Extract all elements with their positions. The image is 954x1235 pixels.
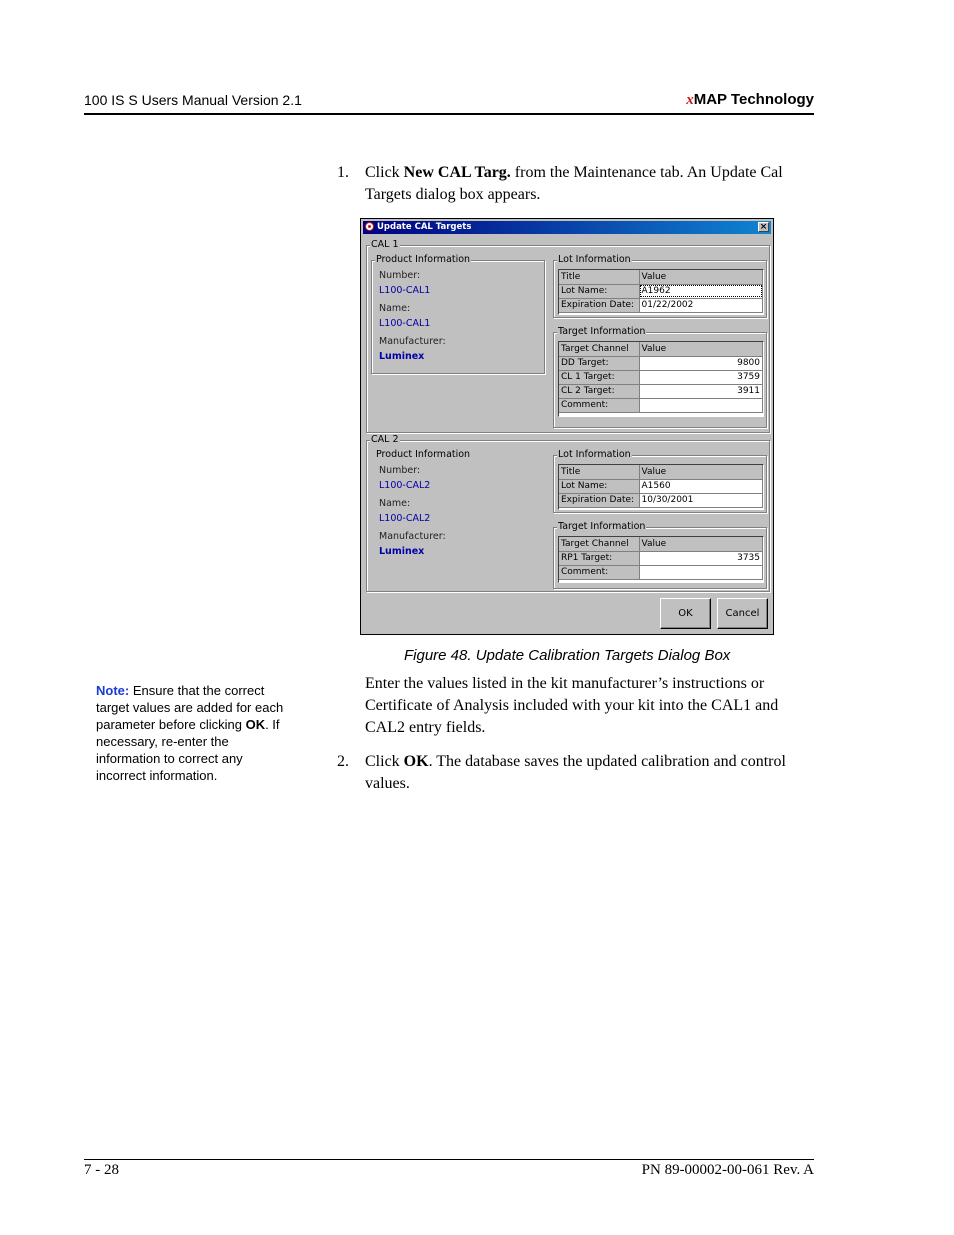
side-note [96,682,296,784]
lot-value-header: Value [639,270,763,284]
cal1-manufacturer-label: Manufacturer: [379,336,446,347]
cal2-manufacturer-value: Luminex [379,546,425,557]
app-icon [365,222,374,231]
target-channel-header: Target Channel [559,342,639,356]
cl2-target-field[interactable]: 3911 [639,384,763,398]
step-2-pre: Click [365,753,404,770]
cl1-target-label: CL 1 Target: [559,370,639,384]
cal1-number-value: L100-CAL1 [379,285,431,296]
dd-target-field[interactable]: 9800 [639,356,763,370]
cal2-lot-info [553,449,767,513]
lot-value-header: Value [639,465,763,479]
page-number: 7 - 28 [84,1162,119,1178]
cal2-manufacturer-label: Manufacturer: [379,531,446,542]
ok-button[interactable]: OK [660,598,711,629]
expiration-date-label: Expiration Date: [559,298,639,312]
note-text-2: . If necessary, re-enter the information to correct any incorrect information. [96,717,280,783]
cal1-target-info [553,326,767,428]
cl1-target-field[interactable]: 3759 [639,370,763,384]
cancel-button[interactable]: Cancel [717,598,768,629]
cal1-lot-name-field[interactable]: A1962 [639,284,763,298]
cal1-manufacturer-value: Luminex [379,351,425,362]
cal1-name-value: L100-CAL1 [379,318,431,329]
step-2 [337,751,807,795]
cal2-product-info-title: Product Information [376,449,471,460]
cal2-number-label: Number: [379,465,421,476]
cal1-number-label: Number: [379,270,421,281]
cal2-group [366,434,770,592]
step-2-text [365,751,807,795]
expiration-date-label: Expiration Date: [559,493,639,507]
cal2-target-info-title: Target Information [558,521,646,532]
cal2-comment-label: Comment: [559,565,639,579]
dd-target-label: DD Target: [559,356,639,370]
step-2-post: . The database saves the updated calibration and control values. [365,753,786,792]
lot-name-label: Lot Name: [559,284,639,298]
close-icon[interactable]: × [759,222,768,232]
cal1-group [366,239,770,433]
cal2-name-value: L100-CAL2 [379,513,431,524]
part-number: PN 89-00002-00-061 Rev. A [641,1162,814,1178]
cal1-product-info [371,254,545,374]
cal1-comment-field[interactable] [639,398,763,412]
lot-title-header: Title [559,270,639,284]
footer-rule [84,1159,814,1160]
lot-name-label: Lot Name: [559,479,639,493]
cal2-lot-info-title: Lot Information [558,449,631,460]
cal2-target-grid [558,536,764,583]
cal1-expiration-date-field[interactable]: 01/22/2002 [639,298,763,312]
cal2-lot-grid [558,464,764,510]
cal1-lot-grid [558,269,764,315]
manual-title: 100 IS S Users Manual Version 2.1 [84,92,302,108]
dialog-titlebar[interactable] [363,221,771,234]
cal2-lot-name-field[interactable]: A1560 [639,479,763,493]
rp1-target-field[interactable]: 3735 [639,551,763,565]
note-text-1: Ensure that the correct target values are added for each parameter before clicking [96,683,284,732]
cal1-comment-label: Comment: [559,398,639,412]
cal1-lot-info [553,254,767,318]
step-1-post: from the Maintenance tab. An Update Cal Targets dialog box appears. [365,164,783,203]
cal2-name-label: Name: [379,498,411,509]
cal1-target-info-title: Target Information [558,326,646,337]
header-rule [84,113,814,115]
target-value-header: Value [639,537,763,551]
cal2-group-title: CAL 2 [371,434,399,445]
step-1-bold: New CAL Targ. [403,164,511,181]
step-1 [337,162,807,206]
target-channel-header: Target Channel [559,537,639,551]
note-label: Note: [96,683,130,698]
lot-title-header: Title [559,465,639,479]
cal1-lot-info-title: Lot Information [558,254,631,265]
cal2-target-info [553,521,767,589]
note-bold: OK [245,717,266,732]
product-name [686,91,814,109]
step-2-number: 2. [337,753,349,770]
step-1-number: 1. [337,164,349,181]
cal2-comment-field[interactable] [639,565,763,579]
cal1-group-title: CAL 1 [371,239,399,250]
cal1-name-label: Name: [379,303,411,314]
step-1-pre: Click [365,164,404,181]
dialog-title: Update CAL Targets [377,222,472,232]
target-value-header: Value [639,342,763,356]
cal2-expiration-date-field[interactable]: 10/30/2001 [639,493,763,507]
product-name-prefix: x [686,92,694,108]
product-name-rest: MAP Technology [693,91,814,108]
cal1-product-info-title: Product Information [376,254,471,265]
update-cal-targets-dialog [360,218,774,635]
rp1-target-label: RP1 Target: [559,551,639,565]
cal2-product-info [371,449,545,569]
cal1-target-grid [558,341,764,417]
body-paragraph: Enter the values listed in the kit manufacturer’s instructions or Certificate of Analysis included with your kit into the CAL1 and CAL2 entry fields. [365,675,779,736]
cl2-target-label: CL 2 Target: [559,384,639,398]
step-2-bold: OK [403,753,429,770]
cal2-number-value: L100-CAL2 [379,480,431,491]
figure-caption: Figure 48. Update Calibration Targets Dialog Box [404,647,731,664]
step-1-text [365,162,807,206]
